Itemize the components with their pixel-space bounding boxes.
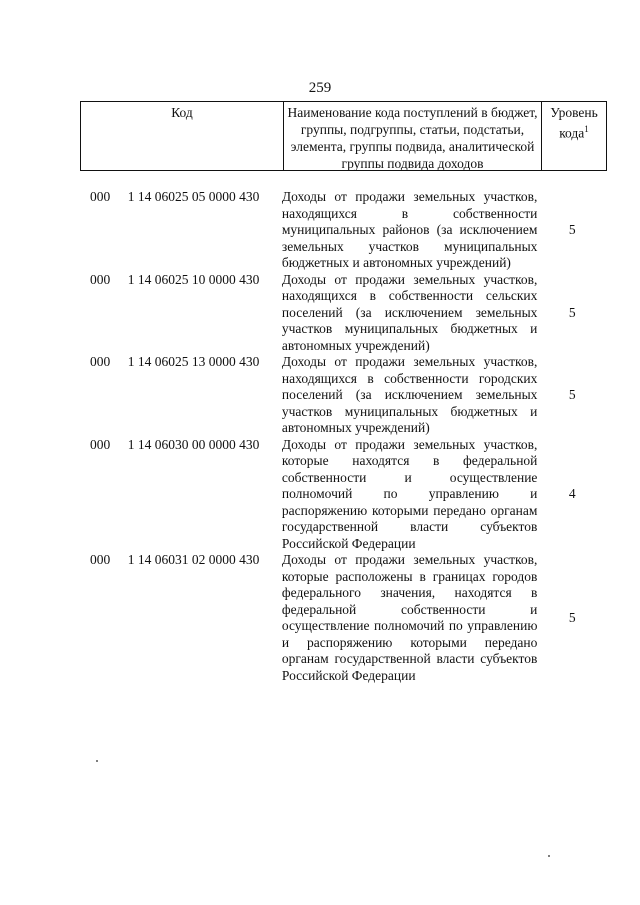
table-row [80,354,607,437]
scan-speck [96,760,98,762]
row-code: 1 14 06030 00 0000 430 [127,436,260,452]
row-level: 5 [568,387,576,402]
row-description: Доходы от продажи земельных участков, которые находятся в федеральной собственности и осуществление полномочий по управлению и распоряжению которыми передано органам государственной власти субъектов Российской Федерации [281,436,538,551]
table-row [80,552,607,684]
row-level: 4 [568,486,576,501]
row-code: 1 14 06025 05 0000 430 [127,189,260,204]
row-level: 5 [568,304,576,320]
row-description: Доходы от продажи земельных участков, находящихся в собственности муниципальных районов (за исключением земельных участков муниципальных бюджетных и автономных учреждений) [281,189,538,270]
row-prefix: 000 [90,436,111,452]
scan-speck [548,855,550,857]
table-row [80,437,607,553]
row-description: Доходы от продажи земельных участков, находящихся в собственности сельских поселений (за исключением земельных участков муниципальных бюджетных и автономных учреждений) [281,271,538,353]
row-description: Доходы от продажи земельных участков, которые расположены в границах городов федерального значения, находятся в федеральной собственности и осуществление полномочий по управлению и распоряжению которыми передано органам государственной власти субъектов Российской Федерации [281,552,538,683]
row-prefix: 000 [90,354,111,369]
row-level: 5 [568,222,576,237]
row-prefix: 000 [90,552,111,567]
row-prefix: 000 [90,271,111,287]
page-number: 259 [308,80,332,96]
table-row [80,272,607,355]
header-level-footnote: 1 [584,124,589,134]
table-header [80,101,607,171]
row-code: 1 14 06025 13 0000 430 [127,354,260,369]
row-code: 1 14 06025 10 0000 430 [127,271,260,287]
header-code: Код [81,102,284,170]
header-level [542,102,606,170]
header-level-label: Уровень кода [550,105,598,141]
row-level: 5 [568,609,576,625]
row-code: 1 14 06031 02 0000 430 [127,552,260,567]
row-description: Доходы от продажи земельных участков, находящихся в собственности городских поселений (за исключением земельных участков муниципальных бюджетных и автономных учреждений) [281,354,538,435]
row-prefix: 000 [90,189,111,204]
table-row [80,189,607,272]
table-body [80,189,607,684]
header-name: Наименование кода поступлений в бюджет, группы, подгруппы, статьи, подстатьи, элемента, группы подвида, аналитической группы подвида доходов [284,102,542,170]
